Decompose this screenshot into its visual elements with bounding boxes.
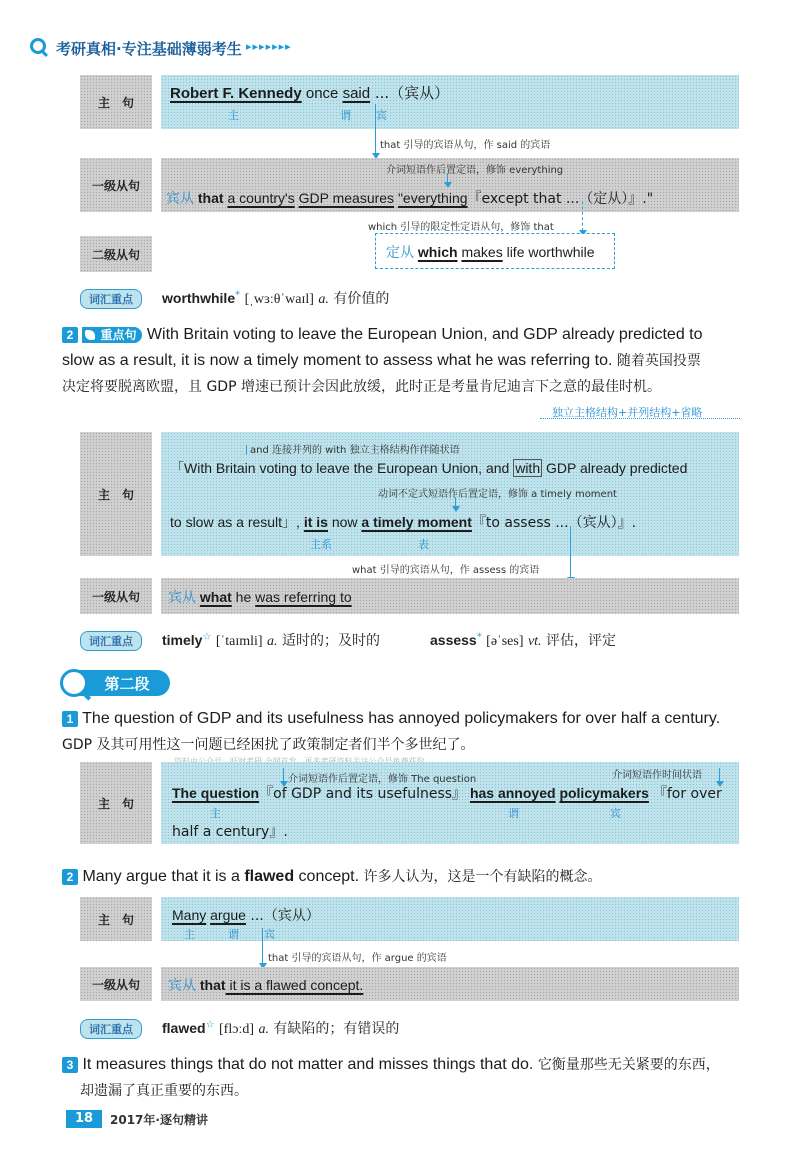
role-subject-copula: 主系: [310, 538, 332, 551]
role-verb: 谓: [508, 807, 519, 820]
arrow-connector: [447, 173, 448, 183]
main-clause-2-line1: 「With Britain voting to leave the European Union, and with GDP already predicted: [170, 460, 688, 476]
subject: Robert F. Kennedy: [170, 85, 302, 102]
structure-note: 独立主格结构+并列结构+省略: [552, 406, 703, 419]
label-main-3: 主 句: [80, 762, 152, 844]
header-arrows: ▸▸▸▸▸▸▸: [246, 40, 292, 53]
search-logo-icon: [30, 38, 46, 54]
key-sentence-tag: 重点句: [82, 327, 142, 343]
role-object: 宾: [264, 928, 275, 941]
sentence-2-translation: 决定将要脱离欧盟，且 GDP 增速已预计会因此放缓，此时正是考量肯尼迪言下之意的最佳时机。: [62, 379, 661, 395]
p2-sentence-3-text: 3 It measures things that do not matter and misses things that do. 它衡量那些无关紧要的东西，: [62, 1052, 720, 1078]
p2-sentence-1-translation: GDP 及其可用性这一问题已经困扰了政策制定者们半个多世纪了。: [62, 737, 475, 753]
annotation: that 引导的宾语从句，作 argue 的宾语: [268, 953, 447, 964]
annotation: 介词短语作后置定语，修饰 everything: [386, 165, 564, 176]
p2-sentence-2-text: 2 Many argue that it is a flawed concept. 许多人认为，这是一个有缺陷的概念。: [62, 864, 602, 890]
section-title: 第二段: [62, 670, 170, 696]
arrow-connector: [719, 768, 720, 782]
sentence-number: 2: [62, 327, 78, 343]
vocab-tag-3: 词汇重点: [80, 1019, 142, 1039]
role-subject: 主: [228, 109, 239, 122]
role-predicative: 表: [418, 538, 429, 551]
sub1-clause-2: 宾从 what he was referring to: [168, 589, 352, 606]
vocab-entry-assess: assess* [əˈses] vt. 评估，评定: [430, 631, 616, 649]
sentence-2-line2: slow as a result, it is now a timely moment to assess what he was referring to. 随着英国投票: [62, 352, 701, 369]
header-title: 考研真相·专注基础薄弱考生: [56, 40, 242, 58]
role-object: 宾: [376, 109, 387, 122]
label-main-1: 主 句: [80, 75, 152, 129]
main-clause-1: Robert F. Kennedy once said ...（宾从）: [170, 84, 450, 102]
label-sub1-4: 一级从句: [80, 967, 152, 1001]
annotation: 动词不定式短语作后置定语，修饰 a timely moment: [378, 489, 617, 500]
arrow-connector: [455, 497, 456, 507]
arrow-connector: [283, 768, 284, 782]
vocab-tag-2: 词汇重点: [80, 631, 142, 651]
page-number: 18: [66, 1110, 102, 1128]
arrow-connector: [262, 928, 263, 964]
vocab-tag-1: 词汇重点: [80, 289, 142, 309]
role-object: 宾: [610, 807, 621, 820]
arrow-connector: [246, 445, 247, 455]
arrow-connector: [582, 201, 583, 231]
main-clause-3-line1: The question『of GDP and its usefulness』 has annoyed policymakers 『for over: [172, 785, 722, 802]
annotation: 介词短语作后置定语，修饰 The question: [288, 774, 477, 785]
sub1-clause-1: 宾从 that a country's GDP measures "everything『except that ...（定从）』.": [166, 190, 654, 207]
footer-title: 2017年·逐句精讲: [110, 1113, 208, 1127]
annotation: 介词短语作时间状语: [612, 770, 702, 781]
sub2-clause: 定从 which makes life worthwhile: [386, 244, 595, 261]
note-rule: [540, 418, 740, 419]
search-section-icon: [60, 669, 88, 697]
annotation: that 引导的宾语从句，作 said 的宾语: [380, 140, 551, 151]
label-main-2: 主 句: [80, 432, 152, 556]
vocab-entry-worthwhile: worthwhile* [ˌwɜːθˈwaɪl] a. 有价值的: [162, 289, 390, 307]
sentence-2-text: 2 重点句 With Britain voting to leave the European Union, and GDP already predicted to: [62, 322, 782, 348]
role-verb: 谓: [228, 928, 239, 941]
role-subject: 主: [184, 928, 195, 941]
main-clause-3-line2: half a century』.: [172, 824, 288, 840]
role-subject: 主: [210, 807, 221, 820]
vocab-entry-flawed: flawed☆ [flɔːd] a. 有缺陷的；有错误的: [162, 1019, 400, 1037]
annotation: and 连接并列的 with 独立主格结构作伴随状语: [250, 445, 460, 456]
verb: said: [342, 85, 371, 102]
arrow-connector: [570, 526, 571, 578]
annotation: what 引导的宾语从句，作 assess 的宾语: [352, 565, 540, 576]
label-main-4: 主 句: [80, 897, 152, 941]
p2-sentence-3-translation: 却遗漏了真正重要的东西。: [80, 1083, 248, 1099]
arrow-connector: [375, 104, 376, 154]
label-sub1-2: 一级从句: [80, 578, 152, 614]
p2-sentence-1-text: 1 The question of GDP and its usefulness has annoyed policymakers for over half a century.: [62, 706, 720, 732]
label-sub2-1: 二级从句: [80, 236, 152, 272]
role-verb: 谓: [340, 109, 351, 122]
sub1-clause-4: 宾从 that it is a flawed concept.: [168, 977, 364, 994]
vocab-entry-timely: timely☆ [ˈtaɪmli] a. 适时的；及时的: [162, 631, 380, 649]
main-clause-2-line2: to slow as a result」, it is now a timely moment『to assess ...（宾从）』.: [170, 514, 637, 531]
main-clause-4: Many argue ...（宾从）: [172, 907, 320, 924]
label-sub1-1: 一级从句: [80, 158, 152, 212]
annotation: which 引导的限定性定语从句，修饰 that: [368, 222, 554, 233]
